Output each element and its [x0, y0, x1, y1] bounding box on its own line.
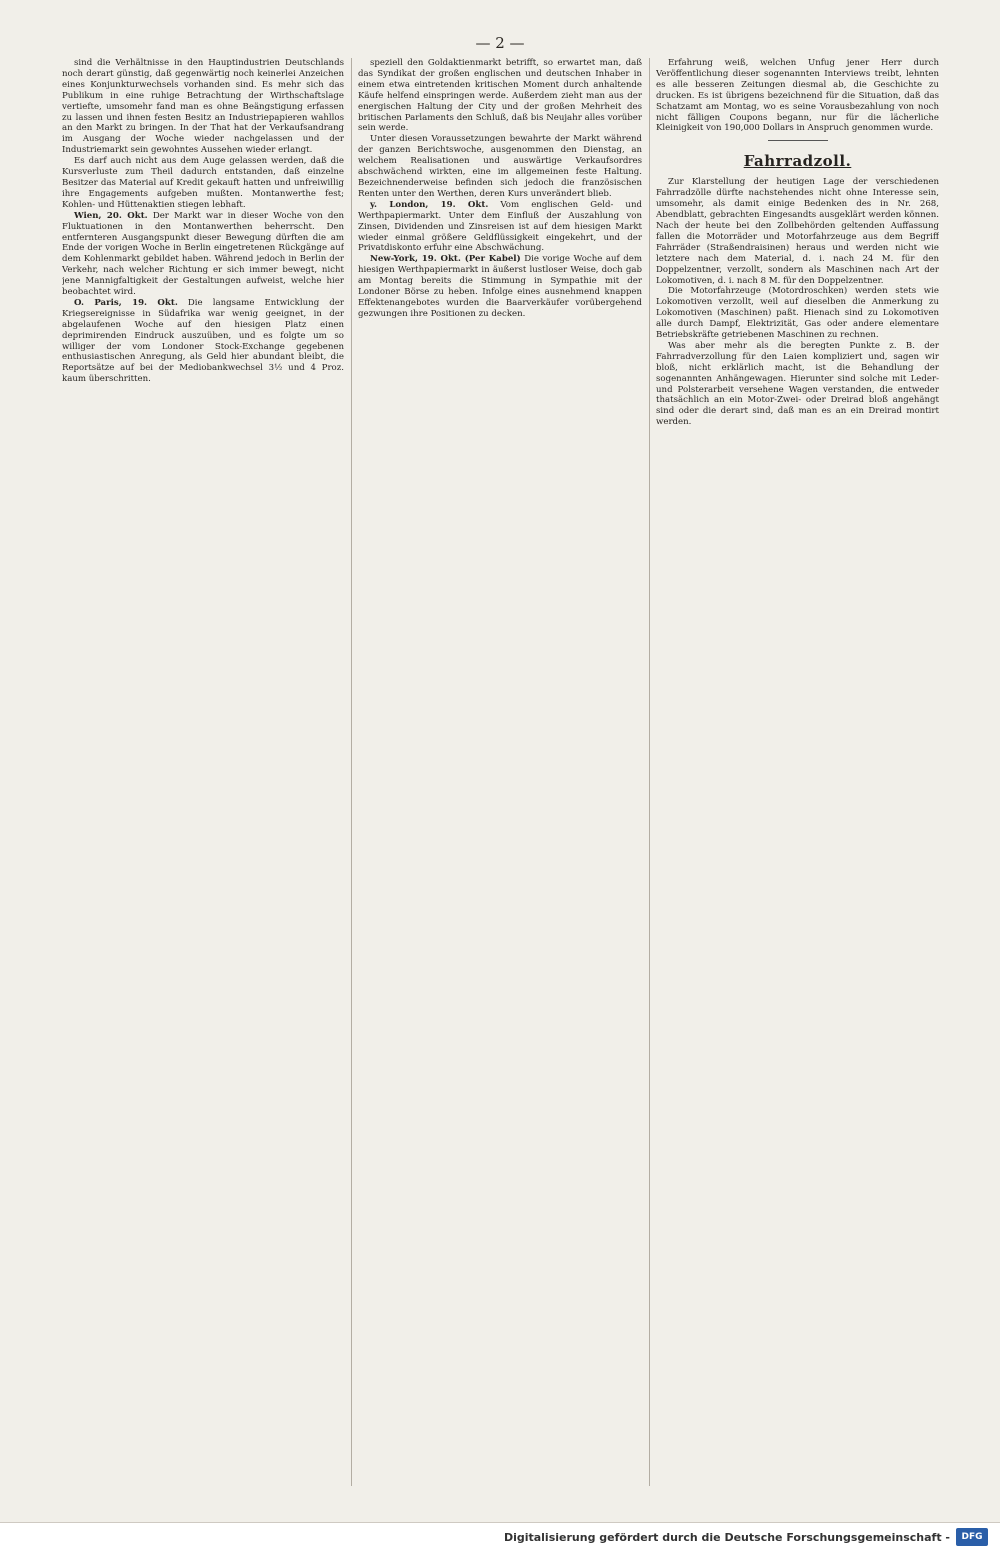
paragraph: Was aber mehr als die beregten Punkte z. B. der Fahrradverzollung für den Laien kompliziert und, sagen wir bloß, nicht erklärlich macht, ist die Behandlung der sogenannten Anhängewagen. Hierunter sind solche mit Leder- und Polsterarbeit versehene Wagen verstanden, die entweder thatsächlich an ein Motor-Zwei- oder Dreirad bloß angehängt sind oder die derart sind, daß man es an ein Dreirad montirt werden. [656, 340, 939, 428]
article-heading: Fahrradzoll. [743, 152, 852, 171]
dateline: New-York, 19. Okt. (Per Kabel) [370, 254, 521, 265]
paragraph-text: Die langsame Entwicklung der Kriegsereignisse in Südafrika war wenig geeignet, in der abgelaufenen Woche auf den hiesigen Platz einen deprimirenden Eindruck auszuüben, und es folgte um so williger der vom Londoner Stock-Exchange gegebenen enthusiastischen Anregung, als Geld hier abundant bleibt, die Reportsätze auf bei der Mediobankwechsel 3½ und 4 Proz. kaum überschritten. [62, 297, 344, 385]
paragraph-text: Vom englischen Geld- und Werthpapiermarkt. Unter dem Einfluß der Auszahlung von Zinsen, Dividenden und Zinsreisen ist auf dem hiesigen Markt wieder einmal größere Geldflüssigkeit eingekehrt, und der Privatdiskonto erfuhr eine Abschwächung. [358, 199, 642, 254]
column-rule [649, 58, 650, 1486]
dateline: Wien, 20. Okt. [74, 210, 148, 221]
dfg-logo[interactable]: DFG [956, 1528, 988, 1546]
paragraph: Erfahrung weiß, welchen Unfug jener Herr durch Veröffentlichung dieser sogenannten Interviews treibt, lehnten es alle besseren Zeitungen diesmal ab, die Geschichte zu drucken. Es ist übrigens bezeichnend für die Situation, daß das Schatzamt am Montag, wo es seine Vorausbezahlung von noch nicht fälligen Coupons begann, nur für die lächerliche Kleinigkeit von 190,000 Dollars in Anspruch genommen wurde. [656, 58, 939, 134]
column-2 [358, 58, 642, 1488]
paragraph: sind die Verhältnisse in den Hauptindustrien Deutschlands noch derart günstig, daß gegenwärtig noch keinerlei Anzeichen eines Konjunkturwechsels vorhanden sind. Es mehr sich das Publikum in eine ruhige Betrachtung der Wirthschaftslage vertiefte, umsomehr fand man es ohne Beängstigung erfassen zu lassen und ihnen festen Besitz an Industriepapieren wahllos an den Markt zu bringen. In der That hat der Verkaufsandrang im Ausgang der Woche wieder nachgelassen und der Industriemarkt sein gewohntes Aussehen wieder erlangt. [62, 58, 344, 156]
paragraph: Unter diesen Voraussetzungen bewahrte der Markt während der ganzen Berichtswoche, ausgenommen den Dienstag, an welchem Realisationen und auswärtige Verkaufsordres abschwächend wirkten, eine im allgemeinen feste Haltung. Bezeichnenderweise befinden sich jedoch die französischen Renten unter den Werthen, deren Kurs unverändert blieb. [358, 134, 642, 199]
paragraph-text: Der Markt war in dieser Woche von den Fluktuationen in den Montanwerthen beherrscht. Den entfernteren Ausgangspunkt dieser Bewegung dürften die am Ende der vorigen Woche in Berlin eingetretenen Rückgänge auf dem Kohlenmarkt gebildet haben. Während jedoch in Berlin der Verkehr, nach welcher Richtung er sich immer bewegt, nicht jene Mannigfaltigkeit der Gestaltungen aufweist, welche hier beobachtet wird. [62, 210, 344, 298]
section-divider [768, 140, 828, 141]
dateline: O. Paris, 19. Okt. [74, 297, 178, 308]
column-3 [656, 58, 939, 1488]
paragraph [358, 200, 642, 255]
paragraph-text: Die vorige Woche auf dem hiesigen Werthpapiermarkt in äußerst lustloser Weise, doch gab am Montag bereits die Stimmung in Sympathie mit der Londoner Börse zu heben. Infolge eines ausnehmend knappen Effektenangebotes wurden die Baarverkäufer vorübergehend gezwungen ihre Positionen zu decken. [358, 254, 642, 319]
paragraph: Es darf auch nicht aus dem Auge gelassen werden, daß die Kursverluste zum Theil dadurch entstanden, daß einzelne Besitzer das Material auf Kredit gekauft hatten und unfreiwillig ihre Engagements aufgeben mußten. Montanwerthe fest; Kohlen- und Hüttenaktien stiegen lebhaft. [62, 156, 344, 210]
paragraph: speziell den Goldaktienmarkt betrifft, so erwartet man, daß das Syndikat der großen englischen und deutschen Inhaber in einem etwa eintretenden kritischen Moment durch anhaltende Käufe helfend einspringen werde. Außerdem zieht man aus der energischen Haltung der City und der großen Mehrheit des britischen Parlaments den Schluß, daß bis Neujahr alles vorüber sein werde. [358, 58, 642, 134]
dateline: y. London, 19. Okt. [370, 199, 489, 210]
column-1 [62, 58, 344, 1488]
paragraph: Zur Klarstellung der heutigen Lage der verschiedenen Fahrradzölle dürfte nachstehendes nicht ohne Interesse sein, umsomehr, als damit einige Bedenken des in Nr. 268, Abendblatt, gebrachten Eingesandts ausgeklärt werden können. Nach der heute bei den Zollbehörden geltenden Auffassung fallen die Motorräder und Motorfahrzeuge aus dem Begriff Fahrräder (Straßendraisinen) heraus und werden nicht wie letztere nach dem Material, d. i. nach 24 M. für den Doppelzentner, verzollt, sondern als Maschinen nach Art der Lokomotiven, d. i. nach 8 M. für den Doppelzentner. [656, 177, 939, 286]
funding-notice: Digitalisierung gefördert durch die Deutsche Forschungsgemeinschaft - [503, 1531, 950, 1544]
paragraph [62, 298, 344, 385]
paragraph [62, 211, 344, 298]
paragraph: Die Motorfahrzeuge (Motordroschken) werden stets wie Lokomotiven verzollt, weil auf dieselben die Anmerkung zu Lokomotiven (Maschinen) paßt. Hienach sind zu Lokomotiven alle durch Dampf, Elektrizität, Gas oder andere elementare Betriebskräfte getriebenen Maschinen zu rechnen. [656, 286, 939, 341]
paragraph [358, 254, 642, 319]
funding-footer [0, 1522, 1000, 1552]
page-number: — 2 — [475, 34, 525, 52]
column-rule [351, 58, 352, 1486]
